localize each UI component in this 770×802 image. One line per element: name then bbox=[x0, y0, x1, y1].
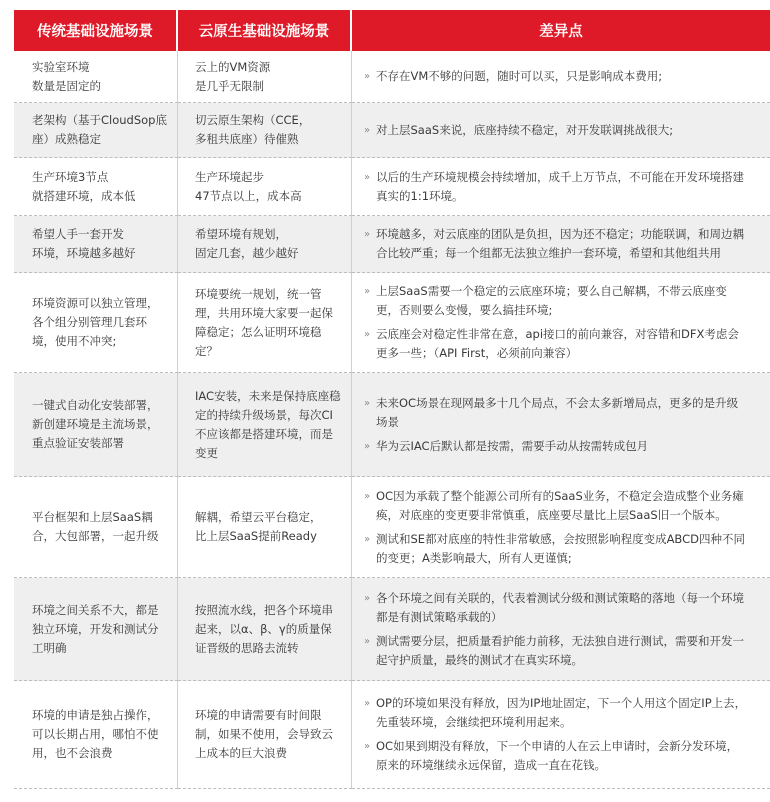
difference-text: 测试需要分层，把质量看护能力前移，无法独自进行测试，需要和开发一起守护质量，最终的测试才在真实环境。 bbox=[376, 633, 744, 667]
table-row bbox=[14, 373, 770, 477]
cloud-native-scenario-cell: 环境要统一规划，统一管理，共用环境大家要一起保障稳定；怎么证明环境稳定？ bbox=[178, 273, 352, 373]
cloud-native-scenario-cell: 云上的VM资源 是几乎无限制 bbox=[178, 51, 352, 103]
traditional-scenario-cell: 老架构（基于CloudSop底座）成熟稳定 bbox=[14, 103, 178, 158]
cloud-native-scenario-cell: 解耦，希望云平台稳定， 比上层SaaS提前Ready bbox=[178, 477, 352, 578]
difference-item bbox=[364, 67, 748, 86]
bullet-chevron-icon: » bbox=[364, 171, 371, 183]
table-row bbox=[14, 273, 770, 373]
table-row bbox=[14, 578, 770, 681]
difference-text: OP的环境如果没有释放，因为IP地址固定，下一个人用这个固定IP上去，先重装环境，会继续把环境利用起来。 bbox=[376, 696, 747, 729]
traditional-scenario-cell: 实验室环境 数量是固定的 bbox=[14, 51, 178, 103]
difference-text: 对上层SaaS来说，底座持续不稳定，对开发联调挑战很大; bbox=[376, 122, 674, 137]
table-row bbox=[14, 158, 770, 216]
table-body bbox=[14, 51, 770, 789]
difference-item bbox=[364, 325, 748, 363]
traditional-scenario-cell: 环境资源可以独立管理，各个组分别管理几套环境，使用不冲突; bbox=[14, 273, 178, 373]
cloud-native-scenario-cell: 环境的申请需要有时间限制，如果不使用，会导致云上成本的巨大浪费 bbox=[178, 681, 352, 789]
bullet-chevron-icon: » bbox=[364, 229, 371, 240]
bullet-chevron-icon: » bbox=[364, 490, 371, 502]
table-row bbox=[14, 477, 770, 578]
difference-item bbox=[364, 487, 748, 525]
bullet-chevron-icon: » bbox=[364, 286, 371, 297]
difference-item bbox=[364, 437, 748, 456]
difference-text: 测试和SE都对底座的特性非常敏感，会按照影响程度变成ABCD四种不同的变更；A类影响最大，所有人更谨慎; bbox=[376, 531, 746, 565]
comparison-table bbox=[14, 10, 770, 789]
difference-text: 环境越多，对云底座的团队是负担，因为还不稳定；功能联调，和周边耦合比较严重；每一个组都无法独立维护一套环境，希望和其他组共用 bbox=[376, 227, 744, 260]
difference-item bbox=[364, 282, 748, 320]
traditional-scenario-cell: 环境的申请是独占操作，可以长期占用，哪怕不使用，也不会浪费 bbox=[14, 681, 178, 789]
header-traditional: 传统基础设施场景 bbox=[14, 10, 178, 51]
difference-cell bbox=[352, 373, 770, 477]
difference-item bbox=[364, 589, 748, 627]
bullet-chevron-icon: » bbox=[364, 698, 371, 709]
bullet-chevron-icon: » bbox=[364, 397, 371, 409]
difference-item bbox=[364, 694, 748, 732]
difference-item bbox=[364, 121, 748, 140]
traditional-scenario-cell: 平台框架和上层SaaS耦合，大包部署，一起升级 bbox=[14, 477, 178, 578]
cloud-native-scenario-cell: 生产环境起步 47节点以上，成本高 bbox=[178, 158, 352, 216]
cloud-native-scenario-cell: 希望环境有规划， 固定几套，越少越好 bbox=[178, 216, 352, 273]
traditional-scenario-cell: 希望人手一套开发 环境，环境越多越好 bbox=[14, 216, 178, 273]
difference-cell bbox=[352, 681, 770, 789]
difference-text: 不存在VM不够的问题，随时可以买，只是影响成本费用; bbox=[376, 69, 663, 83]
difference-cell bbox=[352, 158, 770, 216]
difference-item bbox=[364, 737, 748, 775]
bullet-chevron-icon: » bbox=[364, 592, 371, 604]
difference-cell bbox=[352, 273, 770, 373]
difference-item bbox=[364, 168, 748, 206]
table-row bbox=[14, 103, 770, 158]
difference-cell bbox=[352, 216, 770, 273]
table-row bbox=[14, 216, 770, 273]
bullet-chevron-icon: » bbox=[364, 71, 371, 82]
cloud-native-scenario-cell: 按照流水线，把各个环境串起来，以α、β、γ的质量保证晋级的思路去流转 bbox=[178, 578, 352, 681]
difference-cell bbox=[352, 477, 770, 578]
difference-item bbox=[364, 394, 748, 432]
difference-cell bbox=[352, 578, 770, 681]
cloud-native-scenario-cell: 切云原生架构（CCE， 多租共底座）待催熟 bbox=[178, 103, 352, 158]
difference-item bbox=[364, 632, 748, 670]
table-row bbox=[14, 681, 770, 789]
difference-cell bbox=[352, 51, 770, 103]
difference-item bbox=[364, 530, 748, 568]
table-header-row bbox=[14, 10, 770, 51]
difference-cell bbox=[352, 103, 770, 158]
difference-text: 云底座会对稳定性非常在意，api接口的前向兼容，对容错和DFX考虑会更多一些；（API First，必须前向兼容） bbox=[376, 327, 739, 360]
bullet-chevron-icon: » bbox=[364, 440, 371, 452]
bullet-chevron-icon: » bbox=[364, 124, 371, 136]
difference-item bbox=[364, 225, 748, 263]
difference-text: OC如果到期没有释放，下一个申请的人在云上申请时，会新分发环境，原来的环境继续永远保留，造成一直在花钱。 bbox=[376, 739, 739, 772]
traditional-scenario-cell: 生产环境3节点 就搭建环境，成本低 bbox=[14, 158, 178, 216]
traditional-scenario-cell: 环境之间关系不大，都是独立环境，开发和测试分工明确 bbox=[14, 578, 178, 681]
bullet-chevron-icon: » bbox=[364, 635, 371, 647]
difference-text: 以后的生产环境规模会持续增加，成千上万节点，不可能在开发环境搭建真实的1:1环境。 bbox=[376, 169, 744, 203]
difference-text: OC因为承载了整个能源公司所有的SaaS业务，不稳定会造成整个业务瘫痪，对底座的变更要非常慎重，底座要尽量比上层SaaS旧一个版本。 bbox=[376, 488, 744, 522]
difference-text: 各个环境之间有关联的，代表着测试分级和测试策略的落地（每一个环境都是有测试策略承载的） bbox=[376, 590, 744, 624]
bullet-chevron-icon: » bbox=[364, 329, 371, 340]
cloud-native-scenario-cell: IAC安装，未来是保持底座稳定的持续升级场景，每次CI不应该都是搭建环境，而是变更 bbox=[178, 373, 352, 477]
difference-text: 上层SaaS需要一个稳定的云底座环境；要么自己解耦，不带云底座变更，否则要么变慢，要么搞挂环境; bbox=[376, 284, 727, 317]
difference-text: 华为云IAC后默认都是按需，需要手动从按需转成包月 bbox=[376, 438, 649, 453]
table-row bbox=[14, 51, 770, 103]
header-differences: 差异点 bbox=[352, 10, 770, 51]
traditional-scenario-cell: 一键式自动化安装部署，新创建环境是主流场景，重点验证安装部署 bbox=[14, 373, 178, 477]
difference-text: 未来OC场景在现网最多十几个局点，不会太多新增局点，更多的是升级场景 bbox=[376, 395, 739, 429]
bullet-chevron-icon: » bbox=[364, 741, 371, 752]
bullet-chevron-icon: » bbox=[364, 533, 371, 545]
header-cloud-native: 云原生基础设施场景 bbox=[178, 10, 352, 51]
